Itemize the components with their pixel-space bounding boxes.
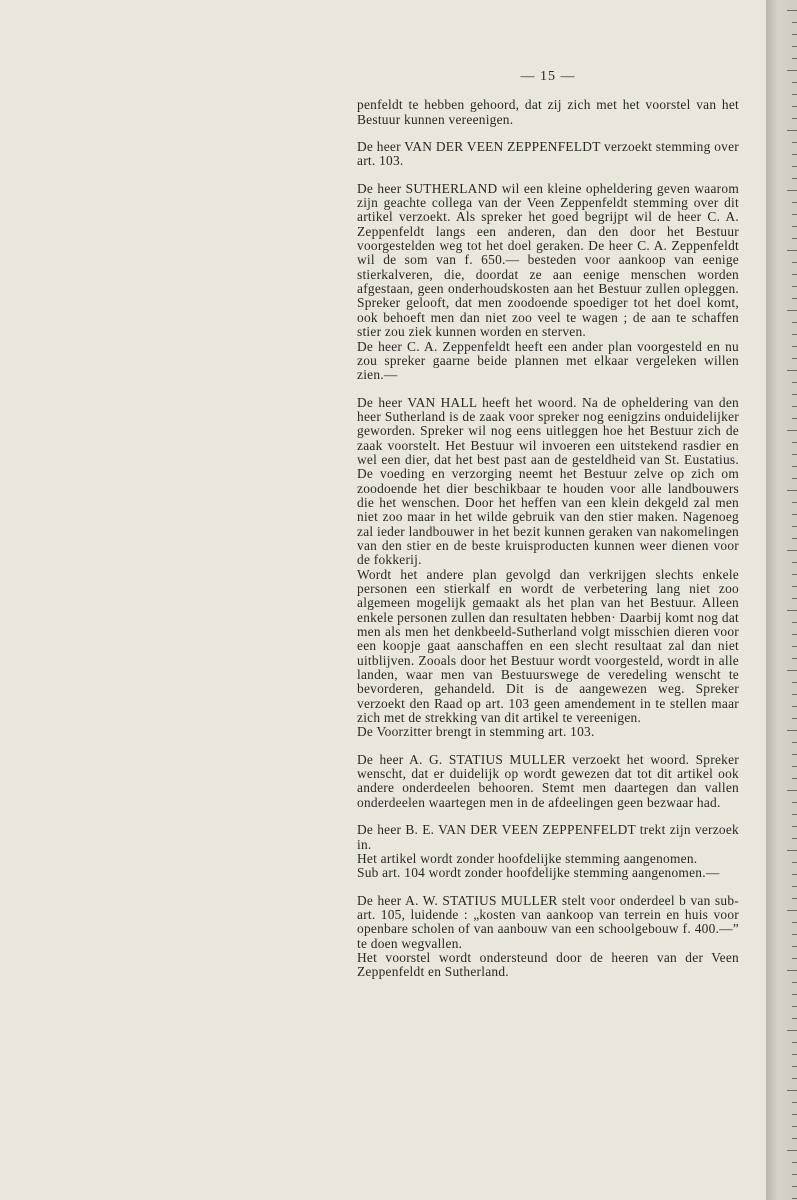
- ruler-tick: [792, 898, 797, 899]
- ruler-tick: [792, 1186, 797, 1187]
- ruler-tick: [792, 346, 797, 347]
- ruler-tick: [792, 706, 797, 707]
- ruler-tick: [792, 658, 797, 659]
- ruler-tick: [792, 118, 797, 119]
- ruler-tick: [792, 814, 797, 815]
- ruler-tick: [792, 46, 797, 47]
- ruler-tick: [792, 922, 797, 923]
- ruler-tick: [792, 406, 797, 407]
- ruler-tick: [792, 1066, 797, 1067]
- ruler-tick: [792, 1114, 797, 1115]
- ruler-tick: [792, 874, 797, 875]
- paragraph: De heer B. E. VAN DER VEEN ZEPPENFELDT trekt zijn verzoek in.: [357, 822, 739, 852]
- ruler-tick: [792, 778, 797, 779]
- ruler-tick: [792, 178, 797, 179]
- ruler-tick: [787, 730, 797, 731]
- page-number: — 15 —: [520, 69, 576, 84]
- ruler-tick: [792, 214, 797, 215]
- ruler-tick: [787, 1150, 797, 1151]
- ruler-tick: [792, 562, 797, 563]
- ruler-tick: [787, 550, 797, 551]
- ruler-tick: [792, 166, 797, 167]
- ruler-tick: [792, 754, 797, 755]
- ruler-tick: [792, 1174, 797, 1175]
- ruler-tick: [792, 526, 797, 527]
- ruler-tick: [792, 1042, 797, 1043]
- ruler-tick: [792, 34, 797, 35]
- ruler-tick: [792, 418, 797, 419]
- ruler-tick: [787, 430, 797, 431]
- ruler-tick: [787, 850, 797, 851]
- ruler-tick: [792, 22, 797, 23]
- paragraph: De Voorzitter brengt in stemming art. 103.: [357, 724, 595, 740]
- ruler-tick: [787, 310, 797, 311]
- ruler-tick: [787, 670, 797, 671]
- ruler-tick: [792, 58, 797, 59]
- ruler-tick: [792, 154, 797, 155]
- ruler-tick: [792, 634, 797, 635]
- ruler-tick: [787, 610, 797, 611]
- ruler-tick: [792, 694, 797, 695]
- ruler-tick: [792, 682, 797, 683]
- ruler-tick: [792, 826, 797, 827]
- ruler-tick: [792, 454, 797, 455]
- ruler-tick: [792, 394, 797, 395]
- ruler-tick: [792, 838, 797, 839]
- ruler-tick: [792, 1054, 797, 1055]
- ruler-tick: [787, 70, 797, 71]
- ruler-tick: [787, 1090, 797, 1091]
- ruler-tick: [792, 1162, 797, 1163]
- ruler-tick: [787, 1030, 797, 1031]
- ruler-tick: [792, 1138, 797, 1139]
- ruler-tick: [787, 790, 797, 791]
- ruler-tick: [792, 982, 797, 983]
- ruler-tick: [792, 82, 797, 83]
- ruler-tick: [792, 226, 797, 227]
- paragraph: De heer VAN HALL heeft het woord. Na de opheldering van den heer Sutherland is de zaak voor spreker nog eenigzins onduidelijker geworden. Spreker wil nog eens uitleggen hoe het Bestuur zich de zaak voorstelt. Het Bestuur wil invoeren een uitstekend rasdier en wel een dier, dat het best past aan de gesteldheid van St. Eustatius. De voeding en verzorging neemt het Bestuur zelve op zich om zoodoende het dier beschikbaar te houden voor alle landbouwers die het wenschen. Door het heffen van een klein dekgeld zal men niet zoo maar in het wilde gebruik van den stier maken. Nagenoeg zal ieder landbouwer in het bezit kunnen geraken van nakomelingen van den stier en de beste kruisproducten kunnen weer dienen voor de fokkerij.: [357, 394, 739, 568]
- ruler-tick: [787, 970, 797, 971]
- ruler-tick: [792, 478, 797, 479]
- paragraph: Het artikel wordt zonder hoofdelijke stemming aangenomen.: [357, 850, 698, 866]
- paragraph: De heer A. G. STATIUS MULLER verzoekt het woord. Spreker wenscht, dat er duidelijk op wordt gewezen dat tot dit artikel ook andere onderdeelen behooren. Stemt men daartegen dan vallen onderdeelen waartegen men in de afdeelingen geen bezwaar had.: [357, 751, 739, 810]
- ruler-tick: [792, 298, 797, 299]
- ruler-tick: [792, 766, 797, 767]
- paragraph: Het voorstel wordt ondersteund door de heeren van der Veen Zeppenfeldt en Sutherland.: [357, 949, 739, 980]
- ruler-tick: [787, 490, 797, 491]
- paragraph: Sub art. 104 wordt zonder hoofdelijke stemming aangenomen.—: [357, 865, 720, 881]
- page-content: [357, 70, 739, 993]
- paragraph: penfeldt te hebben gehoord, dat zij zich met het voorstel van het Bestuur kunnen vereenigen.: [357, 97, 739, 127]
- ruler-tick: [792, 466, 797, 467]
- ruler-tick: [792, 502, 797, 503]
- ruler-tick: [792, 1078, 797, 1079]
- ruler-tick: [792, 514, 797, 515]
- ruler-tick: [792, 622, 797, 623]
- ruler-tick: [792, 1198, 797, 1199]
- paragraph: De heer A. W. STATIUS MULLER stelt voor onderdeel b van sub-art. 105, luidende : „kosten van aankoop van terrein en huis voor openbare scholen of van aanbouw van een schoolgebouw f. 400.—” te doen wegvallen.: [357, 892, 739, 951]
- ruler-tick: [792, 802, 797, 803]
- ruler-tick: [792, 1006, 797, 1007]
- ruler-tick: [792, 598, 797, 599]
- ruler-tick: [792, 202, 797, 203]
- ruler-tick: [792, 586, 797, 587]
- ruler-tick: [787, 190, 797, 191]
- ruler-tick: [787, 910, 797, 911]
- paragraph: De heer VAN DER VEEN ZEPPENFELDT verzoekt stemming over art. 103.: [357, 139, 739, 169]
- ruler-tick: [792, 934, 797, 935]
- ruler-tick: [792, 718, 797, 719]
- ruler-tick: [792, 322, 797, 323]
- ruler-tick: [787, 130, 797, 131]
- ruler-tick: [792, 1126, 797, 1127]
- ruler-tick: [792, 274, 797, 275]
- ruler-tick: [792, 646, 797, 647]
- ruler-tick: [792, 286, 797, 287]
- ruler-tick: [792, 358, 797, 359]
- ruler-tick: [792, 1018, 797, 1019]
- ruler-tick: [792, 538, 797, 539]
- ruler-tick: [792, 886, 797, 887]
- ruler-tick: [787, 250, 797, 251]
- ruler-tick: [792, 958, 797, 959]
- ruler-tick: [792, 994, 797, 995]
- ruler-tick: [792, 742, 797, 743]
- paragraph: Wordt het andere plan gevolgd dan verkrijgen slechts enkele personen een stierkalf en wordt de verbetering lang niet zoo algemeen mogelijk gemaakt als het plan van het Bestuur. Alleen enkele personen zullen dan resultaten hebben· Daarbij komt nog dat men als men het denkbeeld-Sutherland volgt misschien dieren voor een koopje gaat aanschaffen en een slecht resultaat zal dan niet uitblijven. Zooals door het Bestuur wordt voorgesteld, wordt in alle landen, waar men van Bestuurswege de veredeling wenscht te bevorderen, gehandeld. Dit is de aangewezen weg. Spreker verzoekt den Raad op art. 103 geen amendement in te stellen maar zich met de strekking van dit artikel te vereenigen.: [357, 566, 739, 726]
- ruler-tick: [792, 442, 797, 443]
- ruler-tick: [792, 1102, 797, 1103]
- ruler-tick: [787, 10, 797, 11]
- ruler-tick: [792, 334, 797, 335]
- ruler-tick: [792, 862, 797, 863]
- ruler-tick: [792, 238, 797, 239]
- ruler-tick: [792, 946, 797, 947]
- paragraph: De heer SUTHERLAND wil een kleine opheldering geven waarom zijn geachte collega van der Veen Zeppenfeldt stemming over dit artikel verzoekt. Als spreker het goed begrijpt wil de heer C. A. Zeppenfeldt langs een anderen, dan den door het Bestuur voorgestelden weg tot het doel geraken. De heer C. A. Zeppenfeldt wil de som van f. 650.— besteden voor aankoop van eenige stierkalveren, die, doordat ze aan eenige menschen worden afgestaan, geen onderhoudskosten aan het Bestuur zullen opleggen. Spreker gelooft, dat men zoodoende spoediger tot het doel komt, ook behoeft men dan niet zoo veel te wagen ; de aan te schaffen stier zou ziek kunnen worden en sterven.: [357, 180, 739, 340]
- ruler-tick: [792, 382, 797, 383]
- ruler-tick: [787, 370, 797, 371]
- ruler-tick: [792, 94, 797, 95]
- ruler-tick: [792, 142, 797, 143]
- margin-ruler: [766, 0, 797, 1200]
- ruler-tick: [792, 262, 797, 263]
- paragraph: De heer C. A. Zeppenfeldt heeft een ander plan voorgesteld en nu zou spreker gaarne beide plannen met elkaar vergeleken willen zien.—: [357, 338, 739, 383]
- ruler-tick: [792, 106, 797, 107]
- ruler-tick: [792, 574, 797, 575]
